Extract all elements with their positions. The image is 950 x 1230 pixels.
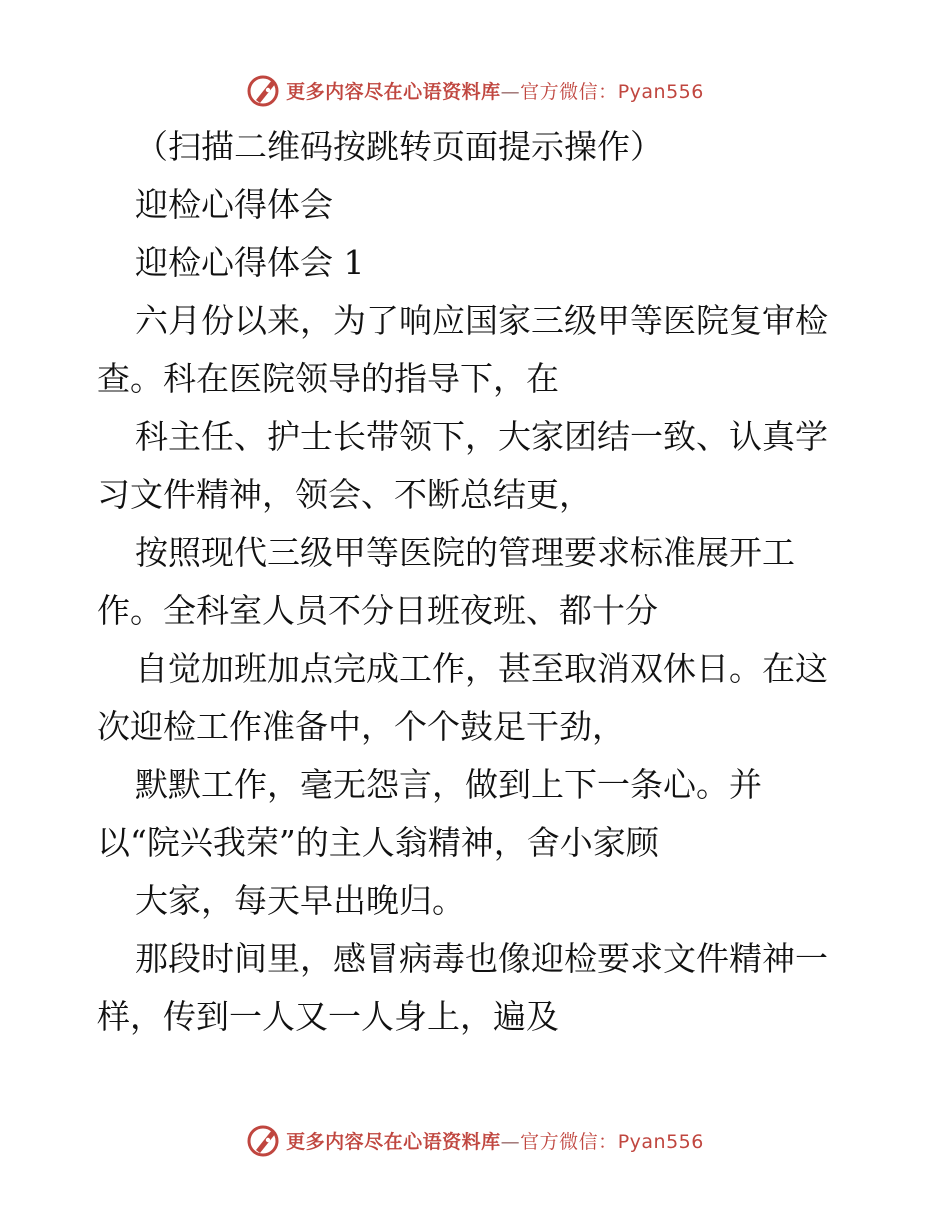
document-line: （扫描二维码按跳转页面提示操作） [135,127,663,166]
header-watermark [0,70,950,110]
watermark-text [286,1127,704,1154]
watermark-separator: — [500,1130,521,1153]
pen-in-circle-icon [246,72,282,108]
watermark-separator: — [500,80,521,103]
document-line: 自觉加班加点完成工作，甚至取消双休日。在这 [135,649,828,688]
document-line: 以“院兴我荣”的主人翁精神，舍小家顾 [97,823,659,862]
document-line: 习文件精神，领会、不断总结更， [97,475,592,514]
document-line: 按照现代三级甲等医院的管理要求标准展开工 [135,533,795,572]
watermark-wechat-id: Pyan556 [617,80,704,103]
watermark-wechat-id: Pyan556 [617,1130,704,1153]
document-line: 样，传到一人又一人身上，遍及 [97,997,559,1036]
document-line: 科主任、护士长带领下，大家团结一致、认真学 [135,417,828,456]
watermark-wechat-label: 官方微信： [520,80,618,103]
document-line: 大家，每天早出晚归。 [135,881,465,920]
document-line: 那段时间里，感冒病毒也像迎检要求文件精神一 [135,939,828,978]
document-line: 次迎检工作准备中，个个鼓足干劲， [97,707,625,746]
watermark-text [286,77,704,104]
document-line: 六月份以来，为了响应国家三级甲等医院复审检 [135,301,828,340]
watermark-brand: 更多内容尽在心语资料库 [286,1130,501,1153]
pen-in-circle-icon [246,1122,282,1158]
document-line: 迎检心得体会 1 [135,243,365,282]
document-line: 作。全科室人员不分日班夜班、都十分 [97,591,658,630]
footer-watermark [0,1120,950,1160]
document-body [97,118,857,1046]
document-line: 查。科在医院领导的指导下，在 [97,359,559,398]
watermark-wechat-label: 官方微信： [520,1130,618,1153]
watermark-brand: 更多内容尽在心语资料库 [286,80,501,103]
document-line: 默默工作，毫无怨言，做到上下一条心。并 [135,765,762,804]
document-line: 迎检心得体会 [135,185,333,224]
